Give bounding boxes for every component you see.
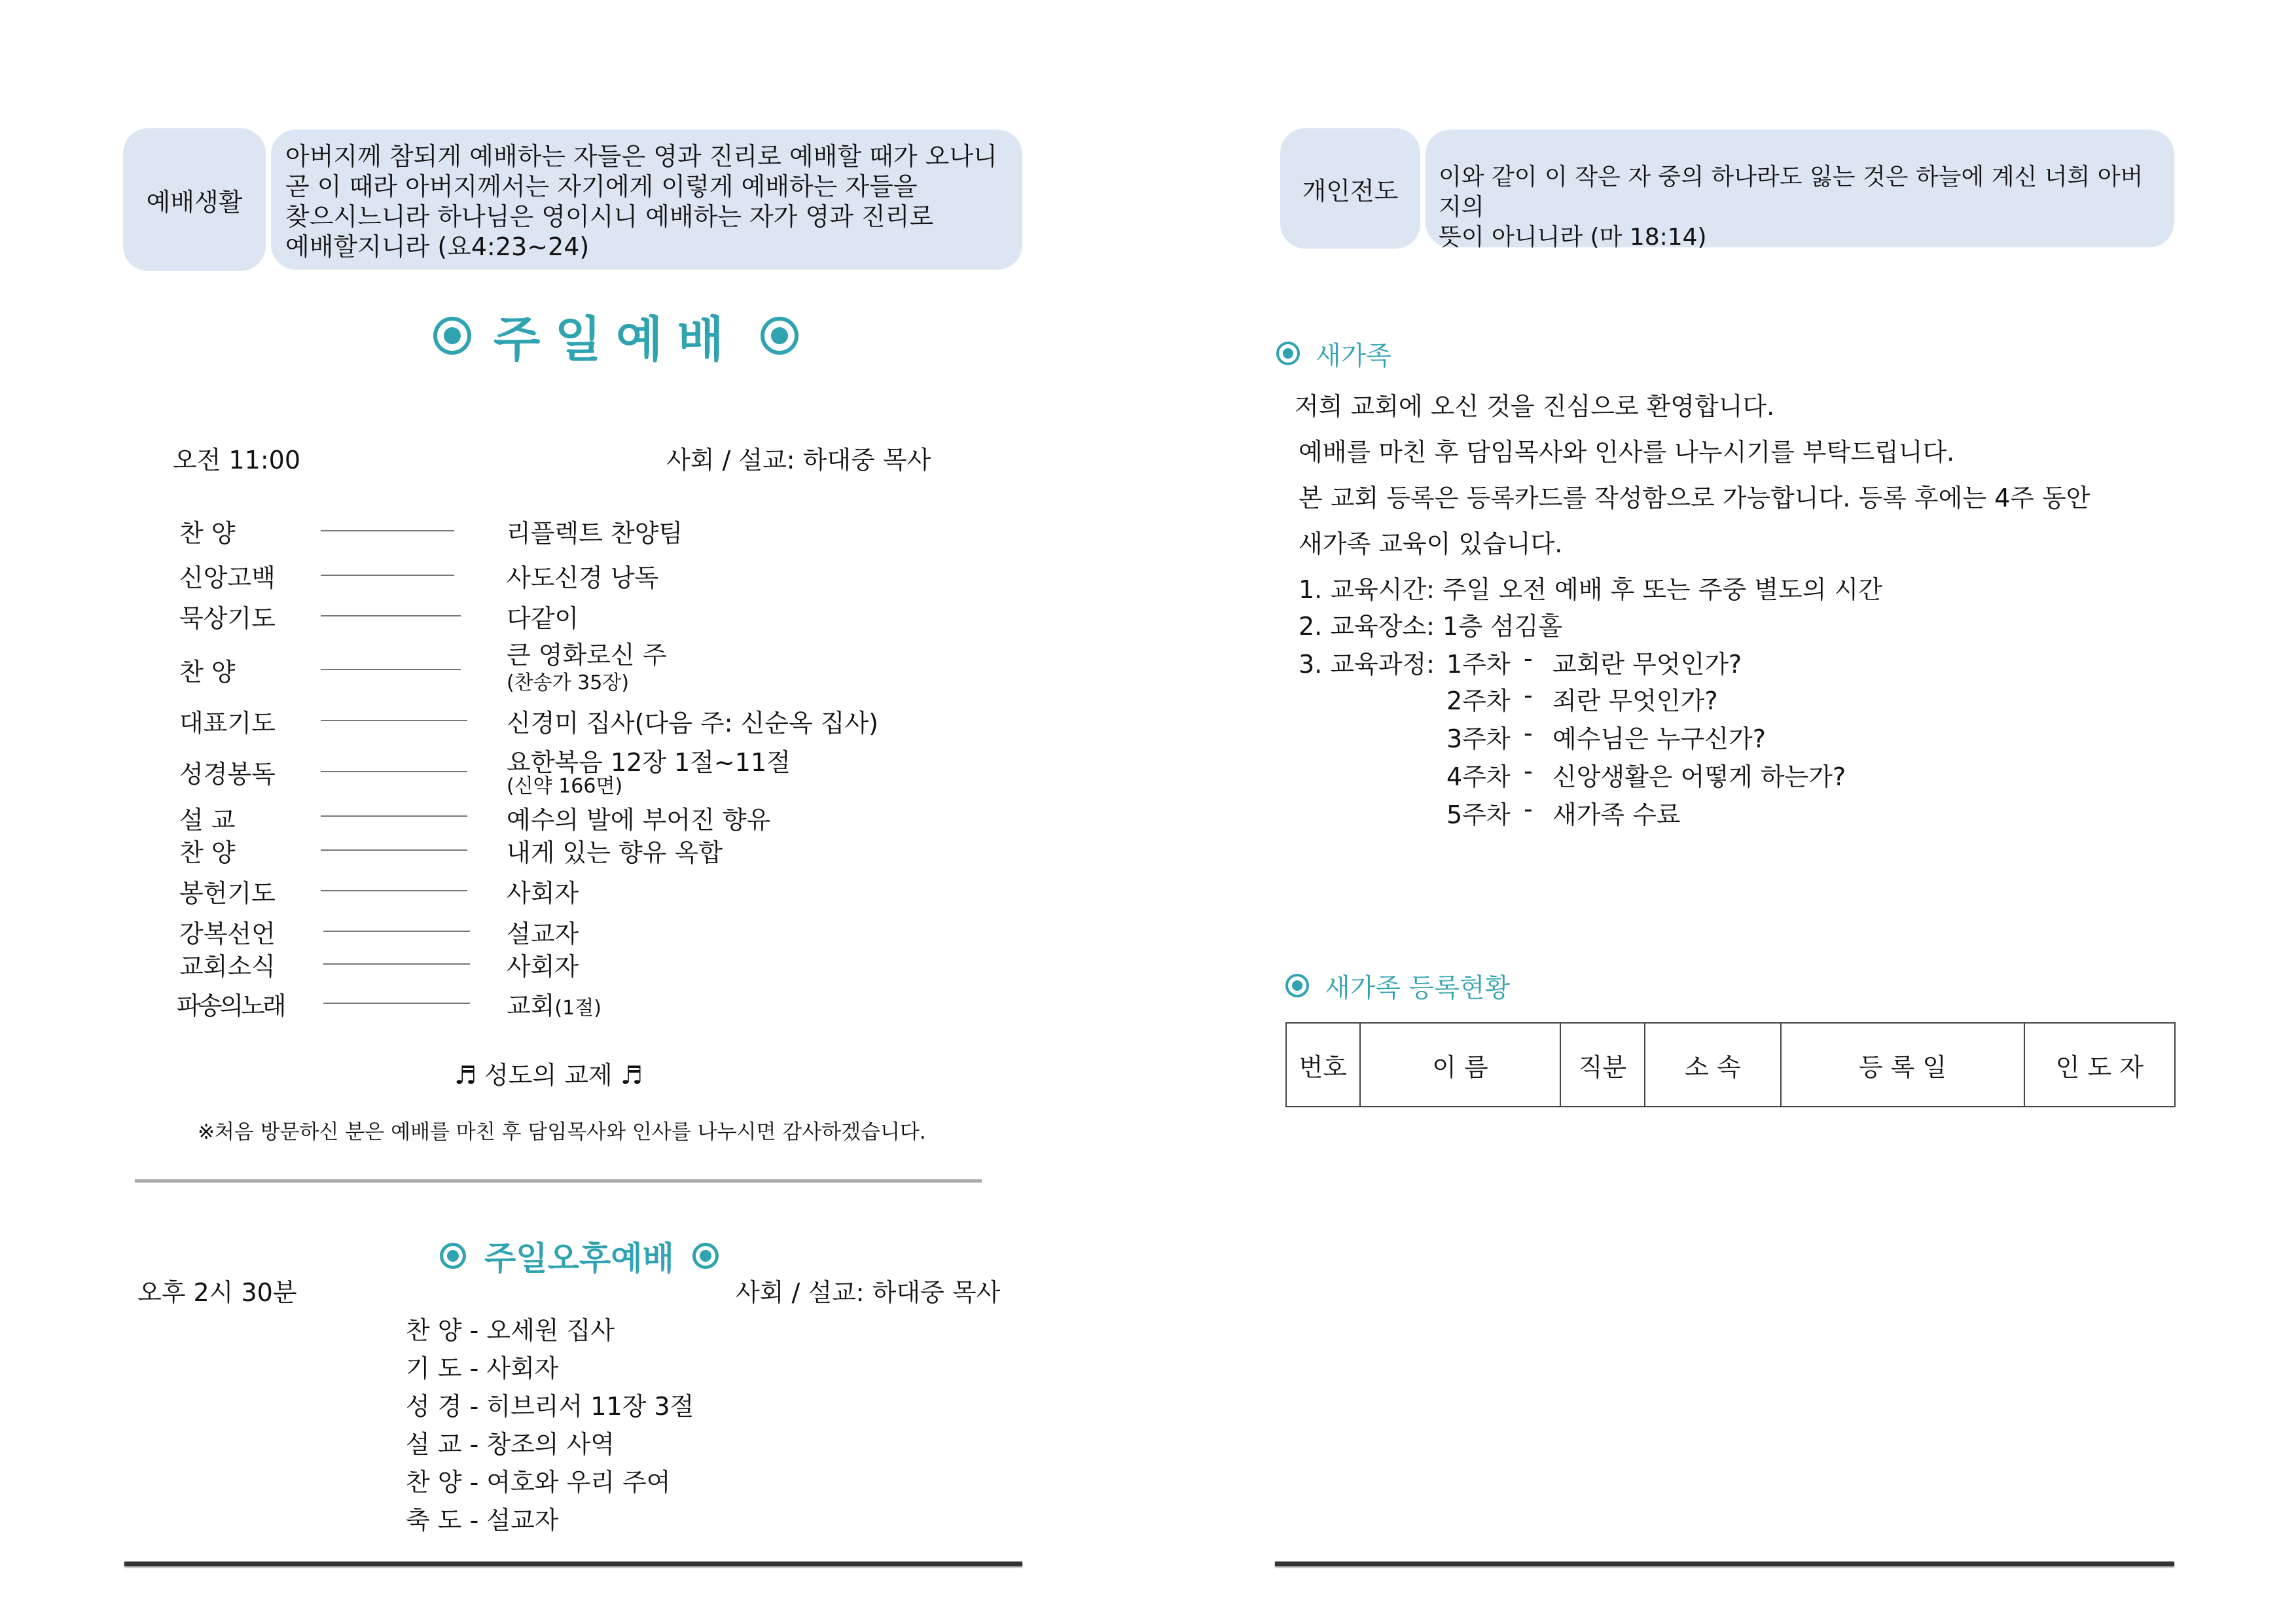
new-family-heading — [1276, 336, 1391, 370]
afternoon-item-value: 오세원 집사 — [486, 1316, 615, 1345]
welcome-line: 새가족 교육이 있습니다. — [1299, 529, 1563, 558]
worship-life-tab — [123, 128, 266, 271]
course-topic: 죄란 무엇인가? — [1552, 687, 1718, 715]
afternoon-item: 기 도 - 사회자 — [406, 1354, 559, 1383]
verse-line: 아버지께 참되게 예배하는 자들은 영과 진리로 예배할 때가 오나니 — [285, 142, 997, 171]
order-item-name: 봉헌기도 — [179, 879, 276, 908]
order-item-sub: (신약 166면) — [507, 775, 623, 798]
order-item-name: 찬 양 — [179, 838, 236, 867]
course-topic: 예수님은 누구신가? — [1552, 724, 1766, 753]
course-dash: - — [1524, 757, 1533, 785]
afternoon-service-title — [440, 1233, 719, 1279]
course-dash: - — [1524, 681, 1533, 709]
section-divider — [135, 1179, 982, 1183]
evangelism-tab — [1280, 128, 1420, 249]
order-item-name: 교회소식 — [179, 952, 276, 981]
leader-line — [323, 931, 470, 932]
order-item-value: 사회자 — [507, 879, 579, 908]
leader-line — [321, 669, 461, 670]
afternoon-leader: 사회 / 설교: 하대중 목사 — [736, 1278, 1001, 1307]
evangelism-label: 개인전도 — [1302, 176, 1399, 205]
page-title: 주일예배 — [493, 312, 738, 368]
target-bullet-icon — [433, 317, 471, 355]
order-item-value: 사도신경 낭독 — [507, 563, 659, 592]
order-item-value: 신경미 집사(다음 주: 신순옥 집사) — [507, 709, 878, 738]
order-item-name: 파송의노래 — [177, 991, 284, 1020]
education-course-label: 3. 교육과정: — [1299, 650, 1435, 679]
afternoon-item-name: 축 도 — [406, 1506, 462, 1535]
order-item-value: 내게 있는 향유 옥합 — [507, 838, 723, 867]
course-week: 3주차 — [1446, 724, 1511, 753]
column-header: 이 름 — [1360, 1023, 1561, 1107]
evangelism-verse — [1426, 130, 2174, 251]
afternoon-item-value: 창조의 사역 — [486, 1430, 615, 1459]
leader-line — [321, 771, 467, 772]
page-bottom-rule — [124, 1561, 1022, 1566]
order-item-final — [507, 986, 601, 1022]
afternoon-item-value: 설교자 — [486, 1506, 559, 1535]
worship-life-label: 예배생활 — [146, 187, 243, 217]
afternoon-item: 축 도 - 설교자 — [406, 1506, 559, 1535]
course-week: 4주차 — [1446, 762, 1511, 791]
section-heading: 새가족 — [1316, 340, 1391, 371]
section-heading: 새가족 등록현황 — [1325, 972, 1511, 1003]
column-header: 등 록 일 — [1781, 1023, 2024, 1107]
order-item-value: 큰 영화로신 주 — [507, 641, 667, 669]
course-topic: 교회란 무엇인가? — [1552, 650, 1742, 679]
verse-line: 찾으시느니라 하나님은 영이시니 예배하는 자가 영과 진리로 — [285, 202, 934, 231]
leader-line — [321, 575, 454, 576]
course-week: 1주차 — [1446, 650, 1511, 679]
order-item-value: 사회자 — [507, 952, 579, 981]
order-item-name: 신앙고백 — [179, 563, 276, 592]
welcome-line: 예배를 마친 후 담임목사와 인사를 나누시기를 부탁드립니다. — [1299, 438, 1955, 467]
order-item-name: 찬 양 — [179, 519, 236, 548]
leader-line — [321, 849, 467, 851]
order-item-value: 요한복음 12장 1절~11절 — [507, 748, 791, 777]
order-item-sub: (1절) — [554, 997, 601, 1020]
order-item-value: 리플렉트 찬양팀 — [507, 519, 683, 548]
order-item-sub: (찬송가 35장) — [507, 671, 630, 694]
target-bullet-icon — [761, 317, 798, 355]
verse-line: 곧 이 때라 아버지께서는 자기에게 이렇게 예배하는 자들을 — [285, 172, 918, 201]
column-header: 인 도 자 — [2024, 1023, 2175, 1107]
target-bullet-icon — [692, 1243, 719, 1269]
order-item-name: 성경봉독 — [179, 760, 276, 789]
fellowship-text: ♬ 성도의 교제 ♬ — [454, 1061, 643, 1090]
afternoon-item-name: 찬 양 — [406, 1316, 462, 1345]
order-item-name: 묵상기도 — [179, 604, 276, 633]
afternoon-time: 오후 2시 30분 — [137, 1278, 297, 1307]
column-header: 직분 — [1560, 1023, 1644, 1107]
registration-heading — [1285, 969, 1510, 1003]
education-time: 1. 교육시간: 주일 오전 예배 후 또는 주중 별도의 시간 — [1299, 575, 1882, 604]
afternoon-item-value: 여호와 우리 주여 — [486, 1468, 671, 1497]
table-header-row — [1286, 1023, 2175, 1107]
order-item-name: 강복선언 — [179, 919, 276, 948]
order-item-value: 다같이 — [507, 604, 579, 633]
verse-line: 예배할지니라 (요4:23~24) — [285, 232, 590, 261]
service-leader: 사회 / 설교: 하대중 목사 — [666, 446, 931, 474]
afternoon-item: 찬 양 - 오세원 집사 — [406, 1316, 615, 1345]
section-title: 주일오후예배 — [484, 1240, 674, 1277]
leader-line — [321, 530, 454, 531]
leader-line — [321, 890, 467, 891]
afternoon-item-value: 사회자 — [486, 1354, 559, 1383]
order-item-value: 설교자 — [507, 919, 579, 948]
afternoon-item-value: 히브리서 11장 3절 — [486, 1392, 694, 1421]
column-header: 번호 — [1286, 1023, 1360, 1107]
course-topic: 신앙생활은 어떻게 하는가? — [1552, 762, 1846, 791]
afternoon-item-name: 찬 양 — [406, 1468, 462, 1497]
course-week: 5주차 — [1446, 800, 1511, 829]
target-bullet-icon — [1276, 342, 1300, 365]
leader-line — [321, 815, 467, 817]
verse-line: 뜻이 아니니라 (마 18:14) — [1439, 224, 1707, 251]
target-bullet-icon — [440, 1243, 466, 1269]
afternoon-item: 찬 양 - 여호와 우리 주여 — [406, 1468, 671, 1497]
target-bullet-icon — [1285, 974, 1309, 997]
welcome-line: 본 교회 등록은 등록카드를 작성함으로 가능합니다. 등록 후에는 4주 동안 — [1299, 484, 2090, 512]
sunday-service-title — [433, 306, 798, 368]
course-dash: - — [1524, 719, 1533, 747]
registration-table — [1285, 1022, 2176, 1107]
afternoon-item-name: 기 도 — [406, 1354, 462, 1383]
welcome-line: 저희 교회에 오신 것을 진심으로 환영합니다. — [1295, 392, 1775, 421]
leader-line — [321, 720, 467, 721]
leader-line — [321, 615, 461, 616]
verse-line: 이와 같이 이 작은 자 중의 하나라도 잃는 것은 하늘에 계신 너희 아버지의 — [1439, 164, 2144, 221]
afternoon-item-name: 설 교 — [406, 1430, 462, 1459]
course-topic: 새가족 수료 — [1552, 800, 1681, 829]
course-dash: - — [1524, 644, 1533, 673]
afternoon-item-name: 성 경 — [406, 1392, 462, 1421]
leader-line — [323, 963, 470, 965]
visitor-notice: ※처음 방문하신 분은 예배를 마친 후 담임목사와 인사를 나누시면 감사하겠습니다. — [198, 1120, 926, 1144]
afternoon-item: 설 교 - 창조의 사역 — [406, 1430, 615, 1459]
page-bottom-rule — [1275, 1561, 2174, 1566]
column-header: 소 속 — [1645, 1023, 1782, 1107]
order-item-name: 대표기도 — [179, 709, 276, 738]
order-item-value: 예수의 발에 부어진 향유 — [507, 806, 771, 834]
course-week: 2주차 — [1446, 687, 1511, 715]
leader-line — [323, 1003, 470, 1004]
education-place: 2. 교육장소: 1층 섬김홀 — [1299, 612, 1563, 641]
order-item-name: 찬 양 — [179, 658, 236, 687]
afternoon-item: 성 경 - 히브리서 11장 3절 — [406, 1392, 694, 1421]
worship-life-verse — [271, 130, 1022, 270]
order-item-name: 설 교 — [179, 806, 236, 834]
order-item-value: 교회 — [507, 991, 555, 1020]
service-time: 오전 11:00 — [173, 446, 301, 474]
course-dash: - — [1524, 794, 1533, 823]
